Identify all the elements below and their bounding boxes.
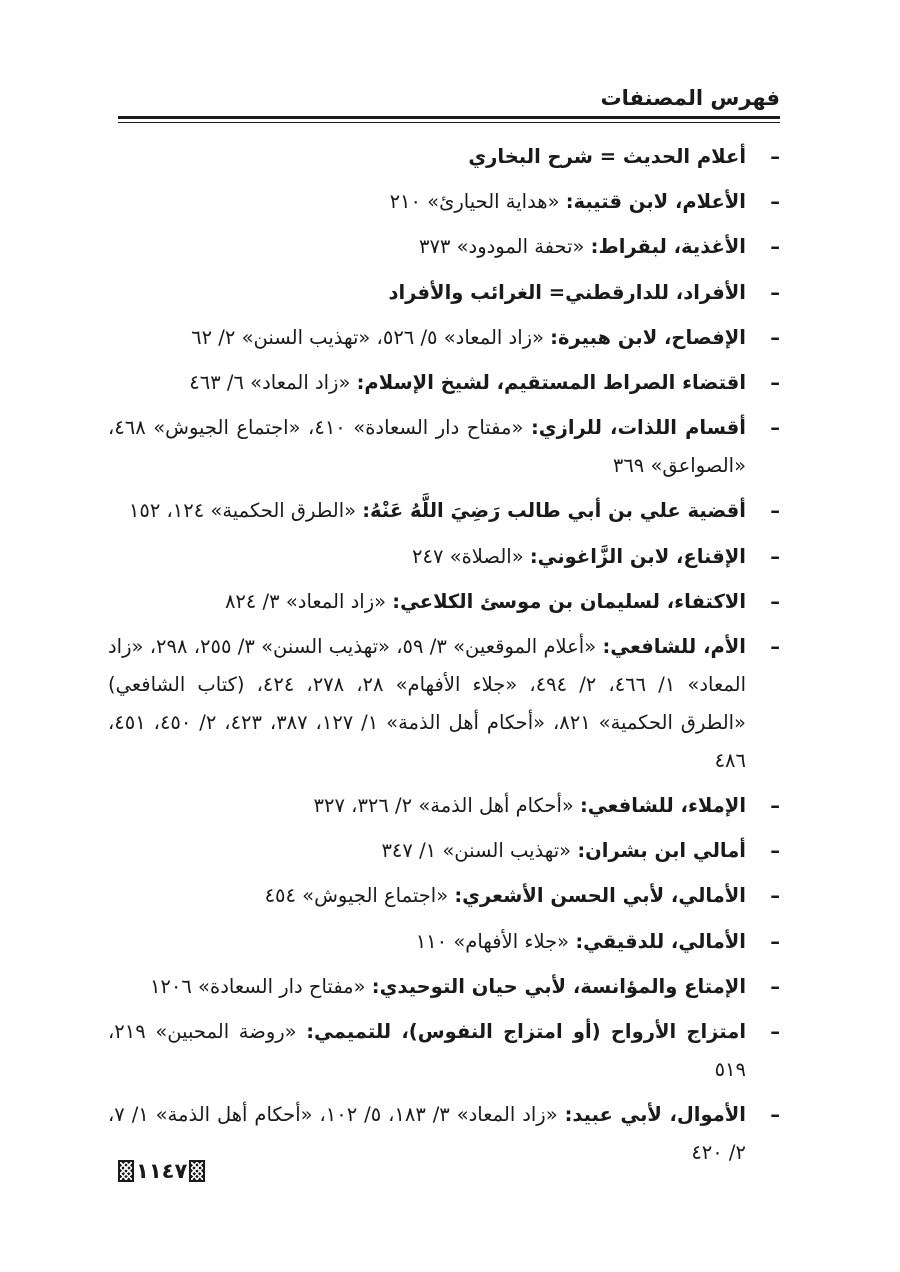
index-entry bbox=[108, 492, 780, 530]
entry-refs: «هداية الحيارئ» ٢١٠ bbox=[389, 190, 566, 214]
dash-icon: – bbox=[770, 839, 780, 863]
index-list bbox=[108, 138, 780, 1179]
dash-icon: – bbox=[770, 370, 780, 394]
index-entry bbox=[108, 409, 780, 485]
dash-icon: – bbox=[770, 325, 780, 349]
dash-icon: – bbox=[770, 416, 780, 440]
entry-refs: «جلاء الأفهام» ١١٠ bbox=[415, 929, 576, 953]
entry-title: الأغذية، لبقراط: bbox=[590, 235, 746, 259]
entry-title: الأم، للشافعي: bbox=[602, 634, 746, 658]
index-entry bbox=[108, 923, 780, 961]
entry-title: الأعلام، لابن قتيبة: bbox=[565, 190, 746, 214]
page-header bbox=[118, 82, 780, 122]
entry-title: أعلام الحديث = شرح البخاري bbox=[468, 145, 746, 168]
index-entry bbox=[108, 1013, 780, 1089]
entry-title: الإمتاع والمؤانسة، لأبي حيان التوحيدي: bbox=[371, 974, 746, 998]
index-entry bbox=[108, 364, 780, 402]
index-entry bbox=[108, 319, 780, 357]
dash-icon: – bbox=[770, 589, 780, 613]
entry-refs: «زاد المعاد» ٣/ ٨٢٤ bbox=[224, 589, 393, 613]
index-entry bbox=[108, 274, 780, 312]
entry-refs: «الطرق الحكمية» ١٢٤، ١٥٢ bbox=[128, 499, 363, 523]
dash-icon: – bbox=[770, 235, 780, 259]
entry-title: أمالي ابن بشران: bbox=[577, 839, 746, 863]
entry-refs: «مفتاح دار السعادة» ١٢٠٦ bbox=[149, 974, 372, 998]
index-entry bbox=[108, 138, 780, 176]
entry-title: الأموال، لأبي عبيد: bbox=[564, 1103, 746, 1127]
square-ornament-icon bbox=[189, 1160, 205, 1182]
index-entry bbox=[108, 877, 780, 915]
entry-title: امتزاج الأرواح (أو امتزاج النفوس)، للتميمي: bbox=[306, 1020, 747, 1043]
entry-refs: «زاد المعاد» ٦/ ٤٦٣ bbox=[189, 370, 357, 394]
entry-title: الإقناع، لابن الزَّاغوني: bbox=[529, 544, 746, 568]
entry-title: الاكتفاء، لسليمان بن موسئ الكلاعي: bbox=[392, 589, 746, 613]
entry-refs: «أعلام الموقعين» ٣/ ٥٩، «تهذيب السنن» ٣/ ٢٥٥، ٢٩٨، «زاد المعاد» ١/ ٤٦٦، ٢/ ٤٩٤، «جلاء الأفهام» ٢٨، ٢٧٨، ٤٢٤، (كتاب الشافعي) «الطرق الحكمية» ٨٢١، «أحكام أهل الذمة» ١/ ١٢٧، ٣٨٧، ٤٢٣، ٢/ ٤٥٠، ٤٥١، ٤٨٦ bbox=[108, 634, 746, 772]
header-rule-thin bbox=[118, 122, 780, 123]
dash-icon: – bbox=[770, 974, 780, 998]
entry-refs: «زاد المعاد» ٣/ ١٨٣، ٥/ ١٠٢، «أحكام أهل الذمة» ١/ ٧، ٢/ ٤٢٠ bbox=[108, 1103, 746, 1165]
index-entry bbox=[108, 832, 780, 870]
entry-refs: «روضة المحبين» ٢١٩، ٥١٩ bbox=[108, 1020, 746, 1081]
index-entry bbox=[108, 628, 780, 780]
index-entry bbox=[108, 1096, 780, 1172]
entry-title: الإفصاح، لابن هبيرة: bbox=[550, 325, 746, 349]
dash-icon: – bbox=[770, 929, 780, 953]
dash-icon: – bbox=[770, 884, 780, 908]
page-number: ١١٤٧ bbox=[136, 1159, 188, 1183]
index-entry bbox=[108, 968, 780, 1006]
dash-icon: – bbox=[770, 544, 780, 568]
page-footer bbox=[118, 1158, 205, 1184]
entry-title: أقسام اللذات، للرازي: bbox=[530, 416, 746, 440]
entry-title: اقتضاء الصراط المستقيم، لشيخ الإسلام: bbox=[356, 370, 746, 394]
index-entry bbox=[108, 183, 780, 221]
dash-icon: – bbox=[770, 1020, 780, 1043]
entry-title: أقضية علي بن أبي طالب رَضِيَ اللَّهُ عَنْهُ: bbox=[362, 499, 746, 523]
dash-icon: – bbox=[770, 794, 780, 818]
dash-icon: – bbox=[770, 499, 780, 523]
index-entry bbox=[108, 228, 780, 266]
header-rule-thick bbox=[118, 116, 780, 119]
entry-title: الإملاء، للشافعي: bbox=[580, 794, 746, 818]
dash-icon: – bbox=[770, 280, 780, 304]
page-title: فهرس المصنفات bbox=[600, 86, 780, 110]
dash-icon: – bbox=[770, 1103, 780, 1127]
dash-icon: – bbox=[770, 190, 780, 214]
entry-title: الأمالي، للدقيقي: bbox=[575, 929, 746, 953]
entry-refs: «اجتماع الجيوش» ٤٥٤ bbox=[264, 884, 455, 908]
index-entry bbox=[108, 538, 780, 576]
entry-refs: «الصلاة» ٢٤٧ bbox=[412, 544, 530, 568]
entry-refs: «أحكام أهل الذمة» ٢/ ٣٢٦، ٣٢٧ bbox=[313, 794, 580, 818]
entry-refs: «تحفة المودود» ٣٧٣ bbox=[418, 235, 591, 259]
entry-refs: «تهذيب السنن» ١/ ٣٤٧ bbox=[381, 839, 578, 863]
dash-icon: – bbox=[770, 145, 780, 168]
entry-refs: «مفتاح دار السعادة» ٤١٠، «اجتماع الجيوش» ٤٦٨، «الصواعق» ٣٦٩ bbox=[108, 416, 746, 478]
square-ornament-icon bbox=[118, 1160, 134, 1182]
entry-title: الأفراد، للدارقطني= الغرائب والأفراد bbox=[388, 280, 746, 304]
entry-title: الأمالي، لأبي الحسن الأشعري: bbox=[454, 884, 746, 908]
entry-refs: «زاد المعاد» ٥/ ٥٢٦، «تهذيب السنن» ٢/ ٦٢ bbox=[191, 325, 551, 349]
index-entry bbox=[108, 583, 780, 621]
dash-icon: – bbox=[770, 634, 780, 658]
index-entry bbox=[108, 787, 780, 825]
